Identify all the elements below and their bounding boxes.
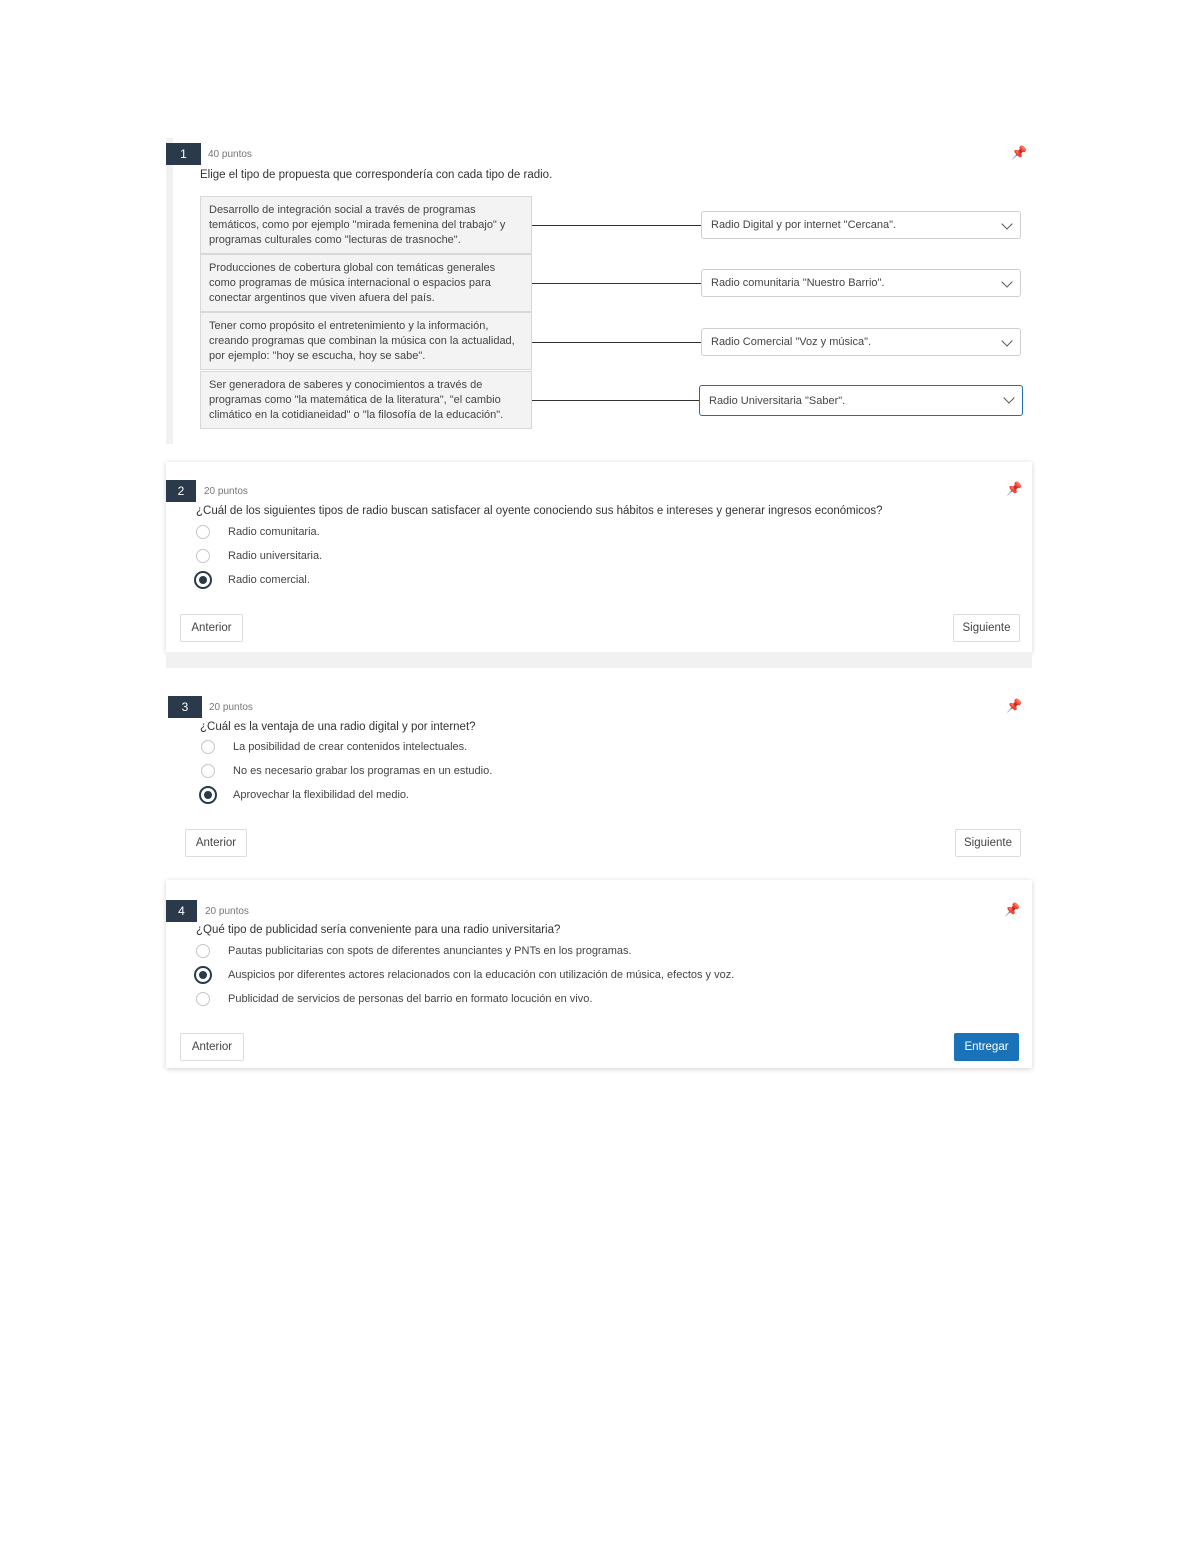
section-divider <box>166 652 1032 668</box>
radio-button[interactable] <box>196 525 210 539</box>
pin-icon[interactable]: 📌 <box>1006 481 1023 496</box>
option-label: Auspicios por diferentes actores relacionados con la educación con utilización de música, efectos y voz. <box>228 969 735 981</box>
chevron-down-icon <box>1003 392 1014 403</box>
radio-button-selected[interactable] <box>199 786 217 804</box>
radio-button[interactable] <box>196 944 210 958</box>
answer-option[interactable] <box>196 944 632 958</box>
radio-button-selected[interactable] <box>194 966 212 984</box>
question-prompt: ¿Cuál de los siguientes tipos de radio buscan satisfacer al oyente conociendo sus hábitos e intereses y generar ingresos económicos? <box>196 505 883 517</box>
question-number-badge: 2 <box>166 480 196 502</box>
match-connector <box>532 225 701 226</box>
answer-option[interactable] <box>196 525 320 539</box>
previous-button[interactable]: Anterior <box>180 1033 244 1061</box>
next-button[interactable]: Siguiente <box>953 614 1020 642</box>
option-label: No es necesario grabar los programas en un estudio. <box>233 765 493 777</box>
select-value: Radio Universitaria "Saber". <box>709 394 846 407</box>
answer-option[interactable] <box>201 764 492 778</box>
option-label: Radio comercial. <box>228 574 310 586</box>
match-select[interactable] <box>701 211 1021 239</box>
chevron-down-icon <box>1001 276 1012 287</box>
option-label: Publicidad de servicios de personas del barrio en formato locución en vivo. <box>228 993 593 1005</box>
question-points: 20 puntos <box>205 906 249 917</box>
pin-icon[interactable]: 📌 <box>1011 145 1028 160</box>
match-select[interactable] <box>699 385 1023 416</box>
radio-button[interactable] <box>201 740 215 754</box>
radio-button-selected[interactable] <box>194 571 212 589</box>
previous-button[interactable]: Anterior <box>180 614 243 642</box>
match-select[interactable] <box>701 328 1021 356</box>
radio-button[interactable] <box>196 549 210 563</box>
next-button[interactable]: Siguiente <box>955 829 1021 857</box>
match-statement: Producciones de cobertura global con temáticas generales como programas de música internacional o espacios para conectar argentinos que viven afuera del país. <box>200 254 532 312</box>
answer-option[interactable] <box>196 571 310 589</box>
question-points: 20 puntos <box>209 702 253 713</box>
question-points: 40 puntos <box>208 149 252 160</box>
pin-icon[interactable]: 📌 <box>1006 698 1023 713</box>
chevron-down-icon <box>1001 335 1012 346</box>
answer-option[interactable] <box>196 966 734 984</box>
match-connector <box>532 283 701 284</box>
question-prompt: ¿Qué tipo de publicidad sería conveniente para una radio universitaria? <box>196 924 561 936</box>
question-points: 20 puntos <box>204 486 248 497</box>
chevron-down-icon <box>1001 218 1012 229</box>
match-statement: Ser generadora de saberes y conocimientos a través de programas como "la matemática de la literatura", "el cambio climático en la cotidianeidad" o "la filosofía de la educación". <box>200 371 532 429</box>
select-value: Radio Digital y por internet "Cercana". <box>711 219 897 231</box>
answer-option[interactable] <box>196 992 592 1006</box>
select-value: Radio comunitaria "Nuestro Barrio". <box>711 277 885 289</box>
match-connector <box>532 342 701 343</box>
option-label: Pautas publicitarias con spots de diferentes anunciantes y PNTs en los programas. <box>228 945 632 957</box>
question-number-badge: 4 <box>166 900 197 922</box>
pin-icon[interactable]: 📌 <box>1004 902 1021 917</box>
question-number-badge: 3 <box>168 696 202 718</box>
previous-button[interactable]: Anterior <box>185 829 247 857</box>
select-value: Radio Comercial "Voz y música". <box>711 336 872 348</box>
option-label: Radio universitaria. <box>228 550 323 562</box>
match-select[interactable] <box>701 269 1021 297</box>
option-label: Aprovechar la flexibilidad del medio. <box>233 789 410 801</box>
answer-option[interactable] <box>201 740 467 754</box>
card-edge <box>166 138 173 444</box>
question-prompt: Elige el tipo de propuesta que correspondería con cada tipo de radio. <box>200 169 553 181</box>
radio-button[interactable] <box>196 992 210 1006</box>
radio-button[interactable] <box>201 764 215 778</box>
question-number-badge: 1 <box>166 143 201 165</box>
submit-button[interactable]: Entregar <box>954 1033 1019 1061</box>
answer-option[interactable] <box>201 786 409 804</box>
match-statement: Desarrollo de integración social a través de programas temáticos, como por ejemplo "mirada femenina del trabajo" y programas culturales como "lecturas de trasnoche". <box>200 196 532 254</box>
option-label: Radio comunitaria. <box>228 526 320 538</box>
answer-option[interactable] <box>196 549 322 563</box>
option-label: La posibilidad de crear contenidos intelectuales. <box>233 741 468 753</box>
question-prompt: ¿Cuál es la ventaja de una radio digital y por internet? <box>200 721 476 733</box>
match-statement: Tener como propósito el entretenimiento y la información, creando programas que combinan la música con la actualidad, por ejemplo: "hoy se escucha, hoy se sabe". <box>200 312 532 370</box>
match-connector <box>532 400 701 401</box>
